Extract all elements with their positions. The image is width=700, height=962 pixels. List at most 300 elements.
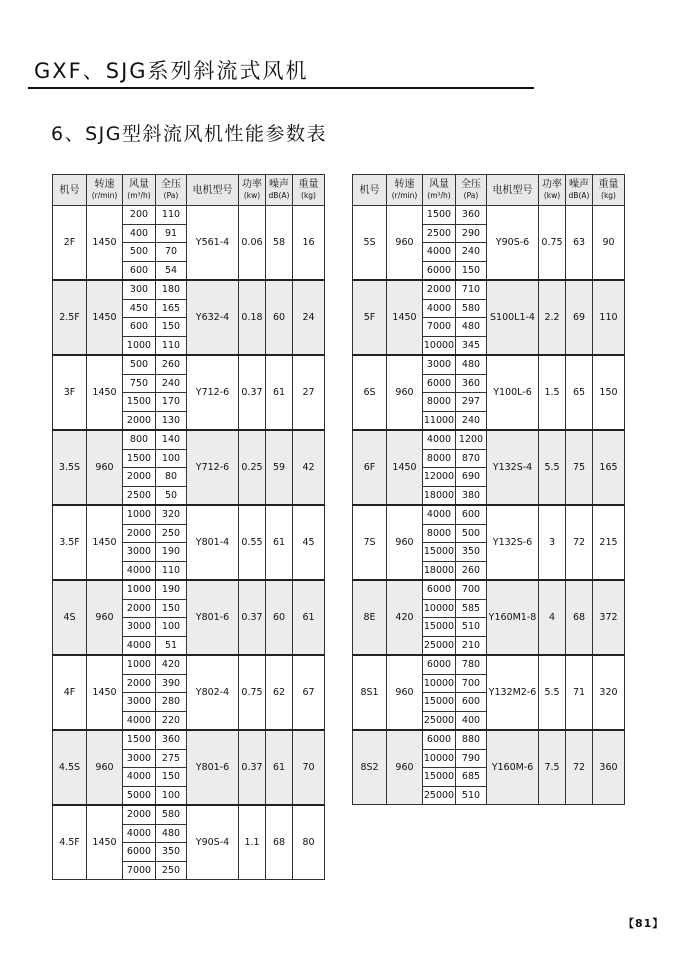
pressure-cell: 710 <box>456 280 487 299</box>
column-header-label: 重量 <box>598 179 619 190</box>
pressure-cell: 190 <box>156 580 187 599</box>
weight-cell: 372 <box>593 580 625 655</box>
power-cell: 0.75 <box>539 206 566 281</box>
fan-model-cell: 2F <box>53 206 87 281</box>
airflow-cell: 25000 <box>423 636 456 655</box>
airflow-cell: 4000 <box>423 505 456 524</box>
noise-cell: 61 <box>266 505 293 580</box>
speed-cell: 1450 <box>87 355 123 430</box>
power-cell: 0.37 <box>239 580 266 655</box>
table-row <box>353 730 625 749</box>
pressure-cell: 130 <box>156 411 187 430</box>
airflow-cell: 6000 <box>423 655 456 674</box>
noise-cell: 75 <box>566 430 593 505</box>
table-row <box>353 580 625 599</box>
airflow-cell: 5000 <box>123 786 156 805</box>
airflow-cell: 4000 <box>123 711 156 730</box>
column-header <box>187 175 239 206</box>
pressure-cell: 51 <box>156 636 187 655</box>
noise-cell: 61 <box>266 355 293 430</box>
speed-cell: 1450 <box>387 280 423 355</box>
pressure-cell: 360 <box>456 374 487 393</box>
noise-cell: 60 <box>266 280 293 355</box>
column-header-label: 重量 <box>298 179 319 190</box>
column-header <box>123 175 156 206</box>
pressure-cell: 150 <box>456 261 487 280</box>
noise-cell: 65 <box>566 355 593 430</box>
column-header <box>387 175 423 206</box>
airflow-cell: 2000 <box>123 468 156 487</box>
column-header-unit: dB(A) <box>268 191 290 200</box>
speed-cell: 1450 <box>87 280 123 355</box>
page-number: 【81】 <box>623 917 665 930</box>
table-row <box>53 206 325 225</box>
table-row <box>53 655 325 674</box>
airflow-cell: 2500 <box>123 486 156 505</box>
airflow-cell: 500 <box>123 243 156 262</box>
column-header <box>487 175 539 206</box>
noise-cell: 72 <box>566 730 593 805</box>
airflow-cell: 450 <box>123 299 156 318</box>
speed-cell: 1450 <box>87 505 123 580</box>
airflow-cell: 600 <box>123 318 156 337</box>
column-header <box>566 175 593 206</box>
power-cell: 4 <box>539 580 566 655</box>
motor-model-cell: Y132S-4 <box>487 430 539 505</box>
airflow-cell: 3000 <box>123 749 156 768</box>
pressure-cell: 80 <box>156 468 187 487</box>
pressure-cell: 260 <box>156 355 187 374</box>
fan-model-cell: 7S <box>353 505 387 580</box>
airflow-cell: 300 <box>123 280 156 299</box>
pressure-cell: 585 <box>456 599 487 618</box>
speed-cell: 1450 <box>87 805 123 880</box>
pressure-cell: 110 <box>156 561 187 580</box>
pressure-cell: 210 <box>456 636 487 655</box>
pressure-cell: 280 <box>156 693 187 712</box>
pressure-cell: 54 <box>156 261 187 280</box>
airflow-cell: 4000 <box>123 824 156 843</box>
column-header <box>353 175 387 206</box>
airflow-cell: 15000 <box>423 693 456 712</box>
column-header-label: 噪声 <box>269 179 289 190</box>
airflow-cell: 3000 <box>123 618 156 637</box>
power-cell: 1.1 <box>239 805 266 880</box>
column-header-unit: (m³/h) <box>427 191 451 200</box>
airflow-cell: 25000 <box>423 786 456 805</box>
airflow-cell: 2000 <box>123 411 156 430</box>
pressure-cell: 510 <box>456 786 487 805</box>
airflow-cell: 2000 <box>123 674 156 693</box>
airflow-cell: 8000 <box>423 449 456 468</box>
airflow-cell: 4000 <box>423 299 456 318</box>
fan-model-cell: 3.5F <box>53 505 87 580</box>
airflow-cell: 15000 <box>423 543 456 562</box>
airflow-cell: 4000 <box>123 636 156 655</box>
table-row <box>353 280 625 299</box>
motor-model-cell: Y160M1-8 <box>487 580 539 655</box>
pressure-cell: 480 <box>456 355 487 374</box>
pressure-cell: 275 <box>156 749 187 768</box>
power-cell: 0.18 <box>239 280 266 355</box>
airflow-cell: 6000 <box>423 580 456 599</box>
performance-table-right <box>352 174 625 805</box>
pressure-cell: 700 <box>456 674 487 693</box>
airflow-cell: 8000 <box>423 393 456 412</box>
speed-cell: 1450 <box>387 430 423 505</box>
weight-cell: 150 <box>593 355 625 430</box>
pressure-cell: 390 <box>156 674 187 693</box>
airflow-cell: 6000 <box>423 730 456 749</box>
column-header-unit: (r/min) <box>91 191 118 200</box>
weight-cell: 90 <box>593 206 625 281</box>
power-cell: 5.5 <box>539 655 566 730</box>
motor-model-cell: Y90S-4 <box>187 805 239 880</box>
pressure-cell: 110 <box>156 336 187 355</box>
motor-model-cell: Y712-6 <box>187 355 239 430</box>
airflow-cell: 18000 <box>423 486 456 505</box>
pressure-cell: 580 <box>156 805 187 824</box>
airflow-cell: 800 <box>123 430 156 449</box>
pressure-cell: 780 <box>456 655 487 674</box>
section-heading: 6、SJG型斜流风机性能参数表 <box>51 123 327 145</box>
column-header-unit: dB(A) <box>568 191 590 200</box>
table-row <box>353 355 625 374</box>
speed-cell: 960 <box>387 730 423 805</box>
pressure-cell: 180 <box>156 280 187 299</box>
airflow-cell: 6000 <box>423 374 456 393</box>
fan-model-cell: 6S <box>353 355 387 430</box>
pressure-cell: 880 <box>456 730 487 749</box>
fan-model-cell: 8S2 <box>353 730 387 805</box>
power-cell: 0.75 <box>239 655 266 730</box>
pressure-cell: 480 <box>456 318 487 337</box>
fan-model-cell: 3.5S <box>53 430 87 505</box>
power-cell: 0.55 <box>239 505 266 580</box>
column-header-unit: (kg) <box>601 191 616 200</box>
airflow-cell: 3000 <box>423 355 456 374</box>
airflow-cell: 15000 <box>423 618 456 637</box>
speed-cell: 960 <box>387 505 423 580</box>
pressure-cell: 250 <box>156 524 187 543</box>
table-row <box>53 580 325 599</box>
table-row <box>353 430 625 449</box>
airflow-cell: 2000 <box>423 280 456 299</box>
pressure-cell: 360 <box>156 730 187 749</box>
table-row <box>353 206 625 225</box>
weight-cell: 16 <box>293 206 325 281</box>
pressure-cell: 91 <box>156 224 187 243</box>
weight-cell: 61 <box>293 580 325 655</box>
pressure-cell: 345 <box>456 336 487 355</box>
motor-model-cell: Y160M-6 <box>487 730 539 805</box>
column-header <box>156 175 187 206</box>
pressure-cell: 100 <box>156 786 187 805</box>
weight-cell: 45 <box>293 505 325 580</box>
pressure-cell: 685 <box>456 768 487 787</box>
pressure-cell: 510 <box>456 618 487 637</box>
airflow-cell: 6000 <box>423 261 456 280</box>
column-header-unit: (kg) <box>301 191 316 200</box>
airflow-cell: 6000 <box>123 843 156 862</box>
noise-cell: 68 <box>566 580 593 655</box>
fan-model-cell: 8S1 <box>353 655 387 730</box>
motor-model-cell: Y132S-6 <box>487 505 539 580</box>
power-cell: 0.37 <box>239 355 266 430</box>
fan-model-cell: 4.5S <box>53 730 87 805</box>
airflow-cell: 12000 <box>423 468 456 487</box>
column-header-unit: (Pa) <box>463 191 479 200</box>
speed-cell: 1450 <box>87 655 123 730</box>
column-header-unit: (Pa) <box>163 191 179 200</box>
column-header <box>423 175 456 206</box>
speed-cell: 960 <box>87 580 123 655</box>
power-cell: 2.2 <box>539 280 566 355</box>
column-header-label: 风量 <box>429 179 449 190</box>
airflow-cell: 2000 <box>123 599 156 618</box>
noise-cell: 61 <box>266 730 293 805</box>
pressure-cell: 250 <box>156 861 187 880</box>
motor-model-cell: Y632-4 <box>187 280 239 355</box>
airflow-cell: 15000 <box>423 768 456 787</box>
table-row <box>53 505 325 524</box>
airflow-cell: 25000 <box>423 711 456 730</box>
column-header <box>53 175 87 206</box>
airflow-cell: 3000 <box>123 693 156 712</box>
table-row <box>53 355 325 374</box>
pressure-cell: 350 <box>156 843 187 862</box>
power-cell: 5.5 <box>539 430 566 505</box>
pressure-cell: 1200 <box>456 430 487 449</box>
pressure-cell: 320 <box>156 505 187 524</box>
column-header-unit: (kw) <box>543 191 561 200</box>
pressure-cell: 110 <box>156 206 187 225</box>
pressure-cell: 500 <box>456 524 487 543</box>
airflow-cell: 1500 <box>123 449 156 468</box>
motor-model-cell: Y132M2-6 <box>487 655 539 730</box>
speed-cell: 960 <box>387 206 423 281</box>
weight-cell: 110 <box>593 280 625 355</box>
header-row <box>53 175 325 206</box>
weight-cell: 360 <box>593 730 625 805</box>
pressure-cell: 220 <box>156 711 187 730</box>
noise-cell: 58 <box>266 206 293 281</box>
pressure-cell: 150 <box>156 768 187 787</box>
noise-cell: 63 <box>566 206 593 281</box>
column-header-label: 全压 <box>161 179 181 190</box>
airflow-cell: 1500 <box>123 393 156 412</box>
column-header <box>593 175 625 206</box>
airflow-cell: 2500 <box>423 224 456 243</box>
motor-model-cell: Y801-6 <box>187 580 239 655</box>
airflow-cell: 7000 <box>123 861 156 880</box>
airflow-cell: 10000 <box>423 749 456 768</box>
airflow-cell: 1500 <box>423 206 456 225</box>
noise-cell: 72 <box>566 505 593 580</box>
column-header <box>539 175 566 206</box>
noise-cell: 60 <box>266 580 293 655</box>
pressure-cell: 420 <box>156 655 187 674</box>
airflow-cell: 10000 <box>423 599 456 618</box>
table-row <box>53 730 325 749</box>
airflow-cell: 500 <box>123 355 156 374</box>
noise-cell: 71 <box>566 655 593 730</box>
pressure-cell: 600 <box>456 693 487 712</box>
airflow-cell: 1500 <box>123 730 156 749</box>
airflow-cell: 10000 <box>423 674 456 693</box>
pressure-cell: 350 <box>456 543 487 562</box>
motor-model-cell: Y802-4 <box>187 655 239 730</box>
power-cell: 7.5 <box>539 730 566 805</box>
pressure-cell: 240 <box>456 243 487 262</box>
weight-cell: 24 <box>293 280 325 355</box>
airflow-cell: 3000 <box>123 543 156 562</box>
pressure-cell: 260 <box>456 561 487 580</box>
pressure-cell: 240 <box>156 374 187 393</box>
pressure-cell: 150 <box>156 318 187 337</box>
motor-model-cell: Y100L-6 <box>487 355 539 430</box>
power-cell: 0.06 <box>239 206 266 281</box>
table-row <box>53 430 325 449</box>
power-cell: 1.5 <box>539 355 566 430</box>
power-cell: 0.37 <box>239 730 266 805</box>
fan-model-cell: 4.5F <box>53 805 87 880</box>
speed-cell: 960 <box>387 355 423 430</box>
pressure-cell: 100 <box>156 449 187 468</box>
weight-cell: 67 <box>293 655 325 730</box>
airflow-cell: 2000 <box>123 805 156 824</box>
pressure-cell: 170 <box>156 393 187 412</box>
column-header <box>239 175 266 206</box>
pressure-cell: 790 <box>456 749 487 768</box>
column-header <box>456 175 487 206</box>
weight-cell: 320 <box>593 655 625 730</box>
pressure-cell: 580 <box>456 299 487 318</box>
performance-table-left <box>52 174 325 880</box>
airflow-cell: 750 <box>123 374 156 393</box>
noise-cell: 62 <box>266 655 293 730</box>
weight-cell: 80 <box>293 805 325 880</box>
pressure-cell: 140 <box>156 430 187 449</box>
speed-cell: 420 <box>387 580 423 655</box>
pressure-cell: 480 <box>156 824 187 843</box>
pressure-cell: 870 <box>456 449 487 468</box>
airflow-cell: 11000 <box>423 411 456 430</box>
speed-cell: 1450 <box>87 206 123 281</box>
fan-model-cell: 3F <box>53 355 87 430</box>
pressure-cell: 380 <box>456 486 487 505</box>
fan-model-cell: 4S <box>53 580 87 655</box>
column-header-label: 风量 <box>129 179 149 190</box>
column-header <box>293 175 325 206</box>
weight-cell: 215 <box>593 505 625 580</box>
pressure-cell: 700 <box>456 580 487 599</box>
airflow-cell: 18000 <box>423 561 456 580</box>
pressure-cell: 50 <box>156 486 187 505</box>
airflow-cell: 400 <box>123 224 156 243</box>
pressure-cell: 150 <box>156 599 187 618</box>
pressure-cell: 360 <box>456 206 487 225</box>
column-header-label: 电机型号 <box>192 184 233 196</box>
airflow-cell: 4000 <box>423 430 456 449</box>
weight-cell: 27 <box>293 355 325 430</box>
column-header-label: 功率 <box>242 179 262 190</box>
document-title: GXF、SJG系列斜流式风机 <box>34 59 309 83</box>
motor-model-cell: Y801-6 <box>187 730 239 805</box>
table-row <box>53 280 325 299</box>
airflow-cell: 1000 <box>123 580 156 599</box>
airflow-cell: 4000 <box>423 243 456 262</box>
airflow-cell: 600 <box>123 261 156 280</box>
weight-cell: 70 <box>293 730 325 805</box>
column-header-unit: (kw) <box>243 191 261 200</box>
speed-cell: 960 <box>87 730 123 805</box>
fan-model-cell: 4F <box>53 655 87 730</box>
airflow-cell: 2000 <box>123 524 156 543</box>
weight-cell: 165 <box>593 430 625 505</box>
airflow-cell: 4000 <box>123 768 156 787</box>
table-row <box>53 805 325 824</box>
weight-cell: 42 <box>293 430 325 505</box>
speed-cell: 960 <box>387 655 423 730</box>
header-row <box>353 175 625 206</box>
table-row <box>353 655 625 674</box>
noise-cell: 69 <box>566 280 593 355</box>
pressure-cell: 690 <box>456 468 487 487</box>
column-header-label: 功率 <box>542 179 562 190</box>
title-underline <box>28 87 534 89</box>
pressure-cell: 240 <box>456 411 487 430</box>
table-row <box>353 505 625 524</box>
pressure-cell: 290 <box>456 224 487 243</box>
airflow-cell: 4000 <box>123 561 156 580</box>
motor-model-cell: Y712-6 <box>187 430 239 505</box>
column-header-label: 全压 <box>461 179 481 190</box>
airflow-cell: 7000 <box>423 318 456 337</box>
motor-model-cell: S100L1-4 <box>487 280 539 355</box>
motor-model-cell: Y561-4 <box>187 206 239 281</box>
noise-cell: 68 <box>266 805 293 880</box>
fan-model-cell: 2.5F <box>53 280 87 355</box>
column-header-label: 噪声 <box>569 179 589 190</box>
pressure-cell: 100 <box>156 618 187 637</box>
column-header-label: 转速 <box>94 179 115 190</box>
airflow-cell: 1000 <box>123 655 156 674</box>
pressure-cell: 600 <box>456 505 487 524</box>
fan-model-cell: 6F <box>353 430 387 505</box>
column-header-unit: (r/min) <box>391 191 418 200</box>
speed-cell: 960 <box>87 430 123 505</box>
column-header <box>87 175 123 206</box>
airflow-cell: 1000 <box>123 336 156 355</box>
pressure-cell: 400 <box>456 711 487 730</box>
airflow-cell: 200 <box>123 206 156 225</box>
airflow-cell: 10000 <box>423 336 456 355</box>
pressure-cell: 297 <box>456 393 487 412</box>
airflow-cell: 8000 <box>423 524 456 543</box>
pressure-cell: 165 <box>156 299 187 318</box>
pressure-cell: 190 <box>156 543 187 562</box>
power-cell: 3 <box>539 505 566 580</box>
airflow-cell: 1000 <box>123 505 156 524</box>
fan-model-cell: 8E <box>353 580 387 655</box>
column-header-label: 机号 <box>359 184 380 196</box>
motor-model-cell: Y90S-6 <box>487 206 539 281</box>
pressure-cell: 70 <box>156 243 187 262</box>
motor-model-cell: Y801-4 <box>187 505 239 580</box>
column-header <box>266 175 293 206</box>
column-header-label: 转速 <box>394 179 415 190</box>
